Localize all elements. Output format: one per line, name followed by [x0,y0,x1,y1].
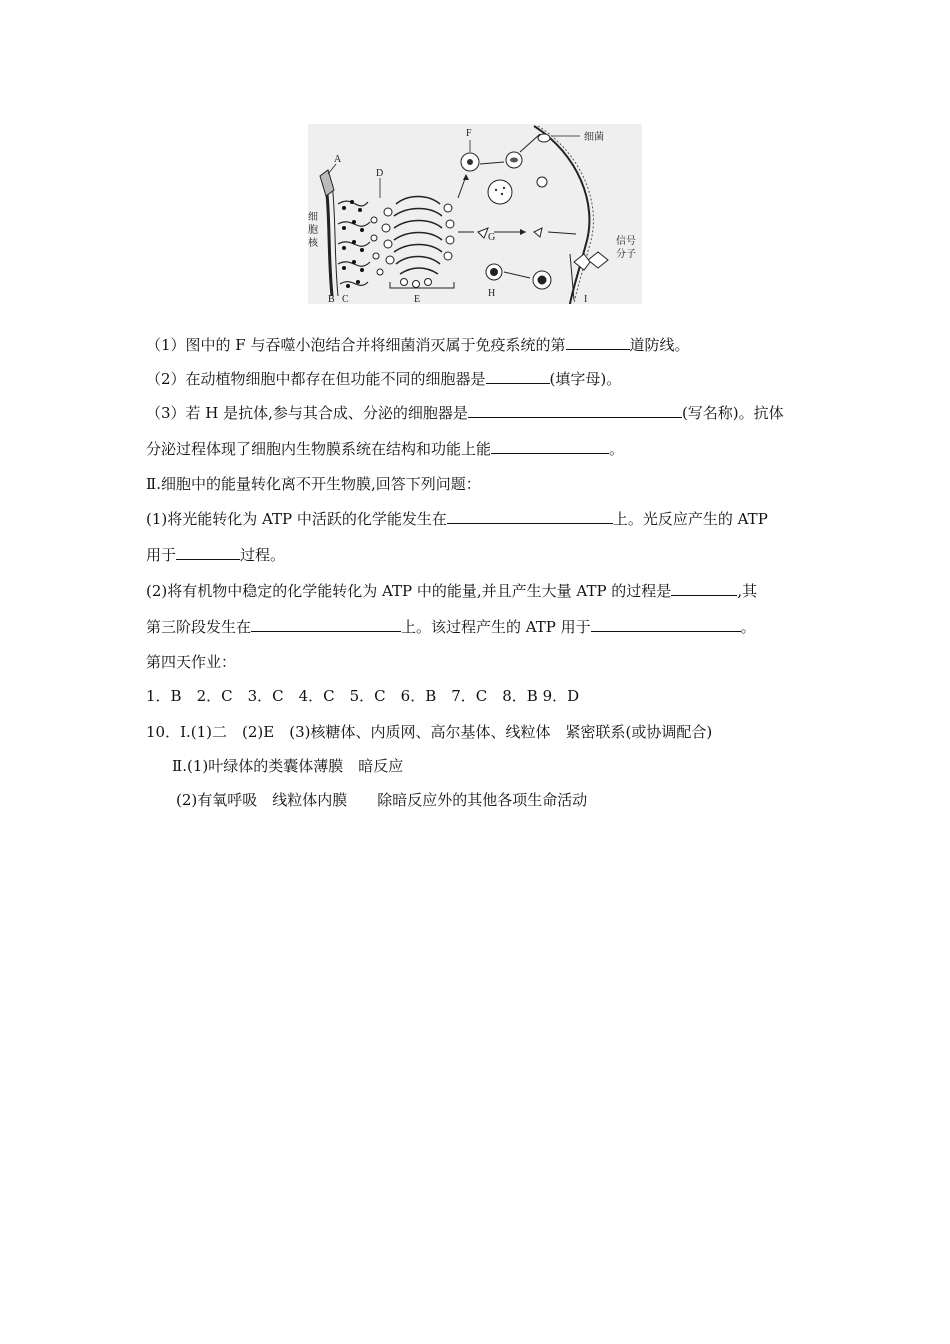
bacterium [538,134,550,142]
q1-tail: 道防线。 [629,336,690,354]
p1-text: (1)将光能转化为 ATP 中活跃的化学能发生在 [146,510,447,528]
q2-tail: (填字母)。 [549,370,622,388]
structure-g [478,228,488,238]
p2b-mid: 上。该过程产生的 ATP 用于 [401,618,591,636]
q3b-tail: 。 [609,440,625,458]
label-nucleus-1: 细 [308,212,318,223]
label-signal-1: 信号 [616,236,636,247]
q3b-text: 分泌过程体现了细胞内生物膜系统在结构和功能上能 [146,440,492,458]
label-nucleus-3: 核 [308,238,318,249]
label-f: F [466,128,472,139]
part-2-title: Ⅱ.细胞中的能量转化离不开生物膜,回答下列问题： [146,475,481,493]
signal-molecule [588,252,608,268]
structure-a [320,170,334,196]
answer-10-part2b: (2)有氧呼吸 线粒体内膜 除暗反应外的其他各项生命活动 [176,791,588,809]
p1-blank[interactable] [447,508,613,524]
answer-10-part1: 10．Ⅰ.(1)二 (2)E (3)核糖体、内质网、高尔基体、线粒体 紧密联系(或协调配合) [146,723,713,741]
label-signal-2: 分子 [616,249,636,260]
label-i: I [584,294,588,304]
question-1 [146,334,690,355]
label-e: E [414,294,421,304]
part-2-q2 [146,580,757,601]
question-2 [146,368,621,389]
question-3 [146,402,784,423]
p2b-blank-2[interactable] [591,616,741,632]
p2b-blank-1[interactable] [251,616,401,632]
label-a: A [334,154,342,165]
p2b-tail: 。 [740,618,756,636]
label-c: C [342,294,349,304]
golgi-apparatus [394,197,442,275]
part-2-q2-cont [146,616,756,637]
part-2-q1-cont [146,544,285,565]
p2-blank[interactable] [671,580,737,596]
label-d: D [376,168,384,179]
q3-tail: (写名称)。抗体 [681,404,784,422]
cell-diagram-svg [308,124,642,304]
p1-tail: 上。光反应产生的 ATP [612,510,768,528]
q1-text: （1）图中的 F 与吞噬小泡结合并将细菌消灭属于免疫系统的第 [146,336,566,354]
q1-blank[interactable] [566,334,630,350]
p1b-tail: 过程。 [240,546,286,564]
label-bacteria: 细菌 [584,132,604,143]
p2-text: (2)将有机物中稳定的化学能转化为 ATP 中的能量,并且产生大量 ATP 的过程是 [146,582,672,600]
label-nucleus-2: 胞 [308,225,318,236]
answer-10-part2a: Ⅱ.(1)叶绿体的类囊体薄膜 暗反应 [172,757,404,775]
q3-blank[interactable] [468,402,682,418]
answers-heading: 第四天作业： [146,653,237,671]
cell-diagram [308,124,642,304]
q2-blank[interactable] [486,368,550,384]
q3b-blank[interactable] [491,438,609,454]
label-g: G [488,232,496,243]
question-3-cont [146,438,624,459]
label-b: B [328,294,335,304]
answers-mc: 1．B 2．C 3．C 4．C 5．C 6．B 7．C 8．B 9．D [146,687,580,705]
q3-text: （3）若 H 是抗体,参与其合成、分泌的细胞器是 [146,404,468,422]
part-2-q1 [146,508,768,529]
p2-tail: ,其 [737,582,758,600]
label-h: H [488,288,496,299]
p1b-blank[interactable] [176,544,240,560]
p1b-text: 用于 [146,546,177,564]
nuclear-membrane [326,184,332,296]
q2-text: （2）在动植物细胞中都存在但功能不同的细胞器是 [146,370,486,388]
p2b-text: 第三阶段发生在 [146,618,252,636]
